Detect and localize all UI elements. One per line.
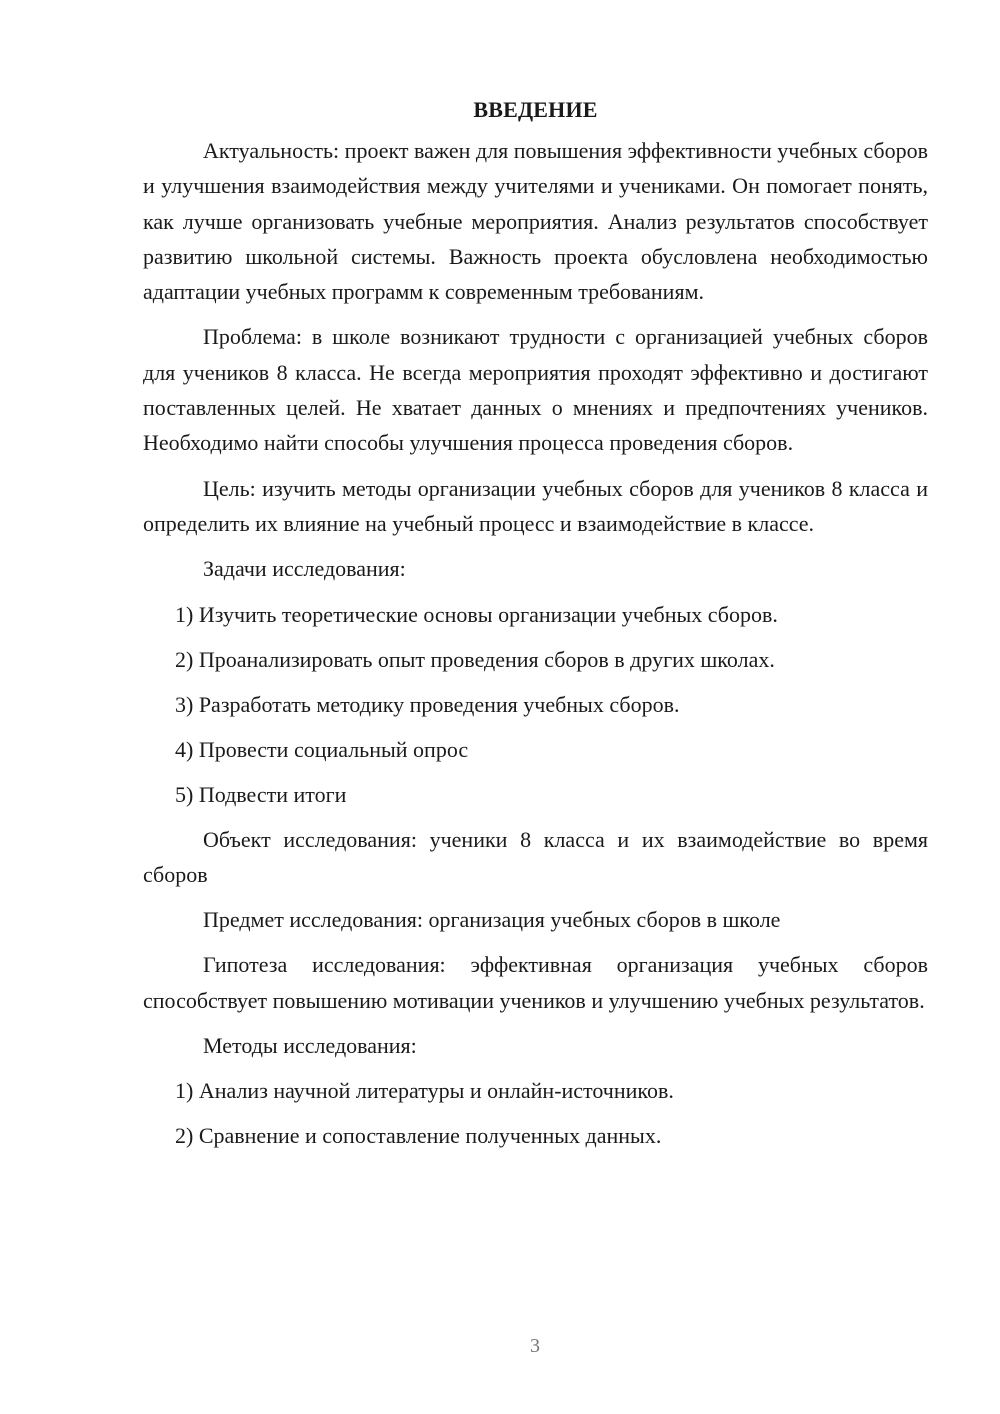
task-item-2: 2) Проанализировать опыт проведения сборов в других школах. <box>175 646 775 672</box>
page-content <box>143 92 928 1163</box>
object-paragraph: Объект исследования: ученики 8 класса и их взаимодействие во время сборов <box>143 826 928 887</box>
method-item-2: 2) Сравнение и сопоставление полученных данных. <box>175 1123 662 1149</box>
method-item-1: 1) Анализ научной литературы и онлайн-источников. <box>175 1078 674 1104</box>
task-item-4: 4) Провести социальный опрос <box>175 736 469 762</box>
task-item-1: 1) Изучить теоретические основы организации учебных сборов. <box>175 601 778 627</box>
relevance-paragraph: Актуальность: проект важен для повышения эффективности учебных сборов и улучшения взаимодействия между учителями и учениками. Он помогает понять, как лучше организовать учебные мероприятия. Анализ результатов способствует развитию школьной системы. Важность проекта обусловлена необходимостью адаптации учебных программ к современным требованиям. <box>143 138 928 305</box>
section-heading: ВВЕДЕНИЕ <box>473 97 598 122</box>
hypothesis-paragraph: Гипотеза исследования: эффективная организация учебных сборов способствует повышению мотивации учеников и улучшению учебных результатов. <box>143 952 928 1013</box>
methods-title: Методы исследования: <box>203 1033 417 1059</box>
subject-paragraph: Предмет исследования: организация учебных сборов в школе <box>203 907 781 933</box>
task-item-3: 3) Разработать методику проведения учебных сборов. <box>175 691 680 717</box>
problem-paragraph: Проблема: в школе возникают трудности с организацией учебных сборов для учеников 8 класса. Не всегда мероприятия проходят эффективно и достигают поставленных целей. Не хватает данных о мнениях и предпочтениях учеников. Необходимо найти способы улучшения процесса проведения сборов. <box>143 324 928 456</box>
tasks-title: Задачи исследования: <box>203 556 406 582</box>
page-number: 3 <box>530 1335 540 1357</box>
goal-paragraph: Цель: изучить методы организации учебных сборов для учеников 8 класса и определить их влияние на учебный процесс и взаимодействие в классе. <box>143 475 928 536</box>
task-item-5: 5) Подвести итоги <box>175 781 347 807</box>
